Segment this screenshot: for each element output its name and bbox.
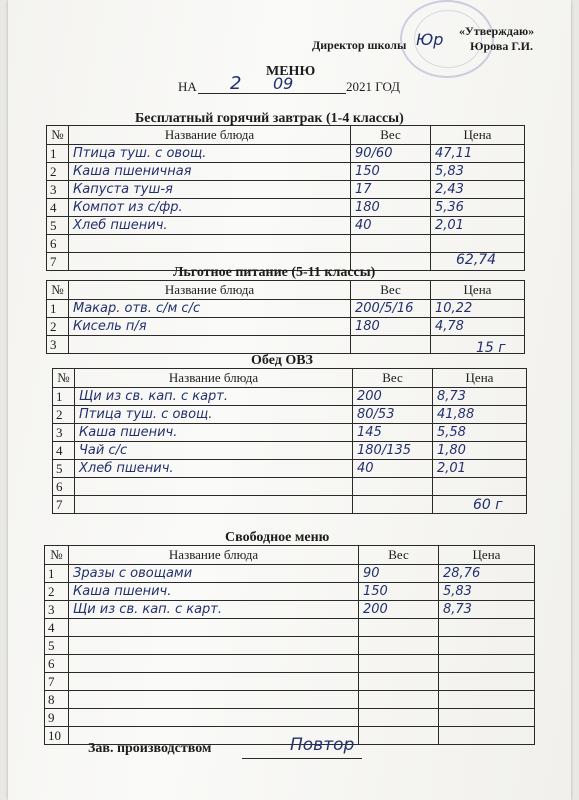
table-row: 2 Кисель п/я 180 4,78: [47, 318, 525, 336]
section-title-free: Свободное меню: [225, 530, 330, 545]
page-title: МЕНЮ: [266, 64, 316, 79]
section-title-breakfast: Бесплатный горячий завтрак (1-4 классы): [135, 111, 404, 126]
table-row: 7: [47, 253, 525, 271]
col-name: Название блюда: [69, 126, 351, 145]
director-name: Юрова Г.И.: [470, 39, 533, 53]
table-row: 7: [45, 673, 535, 691]
date-day: 2: [230, 73, 242, 94]
table-row: 6: [53, 478, 527, 496]
director-signature: Юр: [416, 30, 444, 49]
table-breakfast: [46, 125, 525, 271]
date-year: 2021 ГОД: [346, 79, 401, 94]
table-row: 1 Птица туш. с овощ. 90/60 47,11: [47, 145, 525, 163]
table-row: 6: [47, 235, 525, 253]
table-row: 3: [47, 336, 525, 354]
table-row: 2 Птица туш. с овощ. 80/53 41,88: [53, 406, 527, 424]
section-title-ovz: Обед ОВЗ: [251, 353, 313, 368]
director-label: Директор школы: [312, 38, 407, 52]
footer-label: Зав. производством: [88, 741, 212, 756]
table-row: 4 Чай с/с 180/135 1,80: [53, 442, 527, 460]
table-row: 7: [53, 496, 527, 514]
table-row: 5 Хлеб пшенич. 40 2,01: [47, 217, 525, 235]
table-row: 3 Щи из св. кап. с карт. 200 8,73: [45, 601, 535, 619]
table-row: 2 Каша пшеничная 150 5,83: [47, 163, 525, 181]
total-discount: 15 г: [476, 340, 506, 356]
table-row: 8: [45, 691, 535, 709]
table-row: 6: [45, 655, 535, 673]
col-weight: Вес: [351, 126, 431, 145]
table-row: 9: [45, 709, 535, 727]
table-row: 10: [45, 727, 535, 745]
table-row: 3 Капуста туш-я 17 2,43: [47, 181, 525, 199]
table-free: № Название блюда Вес Цена 1 Зразы с овощами 90 28,76 2 Каша пшенич. 150 5,83 3 Щи из св. кап. с карт. 200 8,73 4 5 6 7 8 9 10: [44, 545, 535, 745]
date-month: 09: [273, 74, 294, 93]
table-row: 3 Каша пшенич. 145 5,58: [53, 424, 527, 442]
table-row: 5: [45, 637, 535, 655]
table-discount: № Название блюда Вес Цена 1 Макар. отв. с/м с/с 200/5/16 10,22 2 Кисель п/я 180 4,78 3: [46, 280, 525, 354]
section-title-discount: Льготное питание (5-11 классы): [173, 265, 376, 280]
total-ovz: 60 г: [473, 497, 503, 513]
table-row: 4 Компот из с/фр. 180 5,36: [47, 199, 525, 217]
table-row: 1 Макар. отв. с/м с/с 200/5/16 10,22: [47, 300, 525, 318]
production-signature: Повтор: [290, 735, 355, 755]
table-row: 1 Щи из св. кап. с карт. 200 8,73: [53, 388, 527, 406]
table-row: 1 Зразы с овощами 90 28,76: [45, 565, 535, 583]
total-breakfast: 62,74: [456, 252, 497, 268]
table-ovz: № Название блюда Вес Цена 1 Щи из св. кап. с карт. 200 8,73 2 Птица туш. с овощ. 80/53 41,88 3 Каша пшенич. 145 5,58 4 Чай с/с 180/135 1,80 5 Хлеб пшенич. 40 2,01 6 7: [52, 368, 527, 514]
table-row: 2 Каша пшенич. 150 5,83: [45, 583, 535, 601]
table-row: 5 Хлеб пшенич. 40 2,01: [53, 460, 527, 478]
col-num: №: [47, 126, 69, 145]
table-row: 4: [45, 619, 535, 637]
menu-sheet: [8, 0, 571, 800]
approve-label: «Утверждаю»: [459, 24, 535, 38]
date-prefix: НА: [178, 79, 197, 94]
col-price: Цена: [431, 126, 525, 145]
